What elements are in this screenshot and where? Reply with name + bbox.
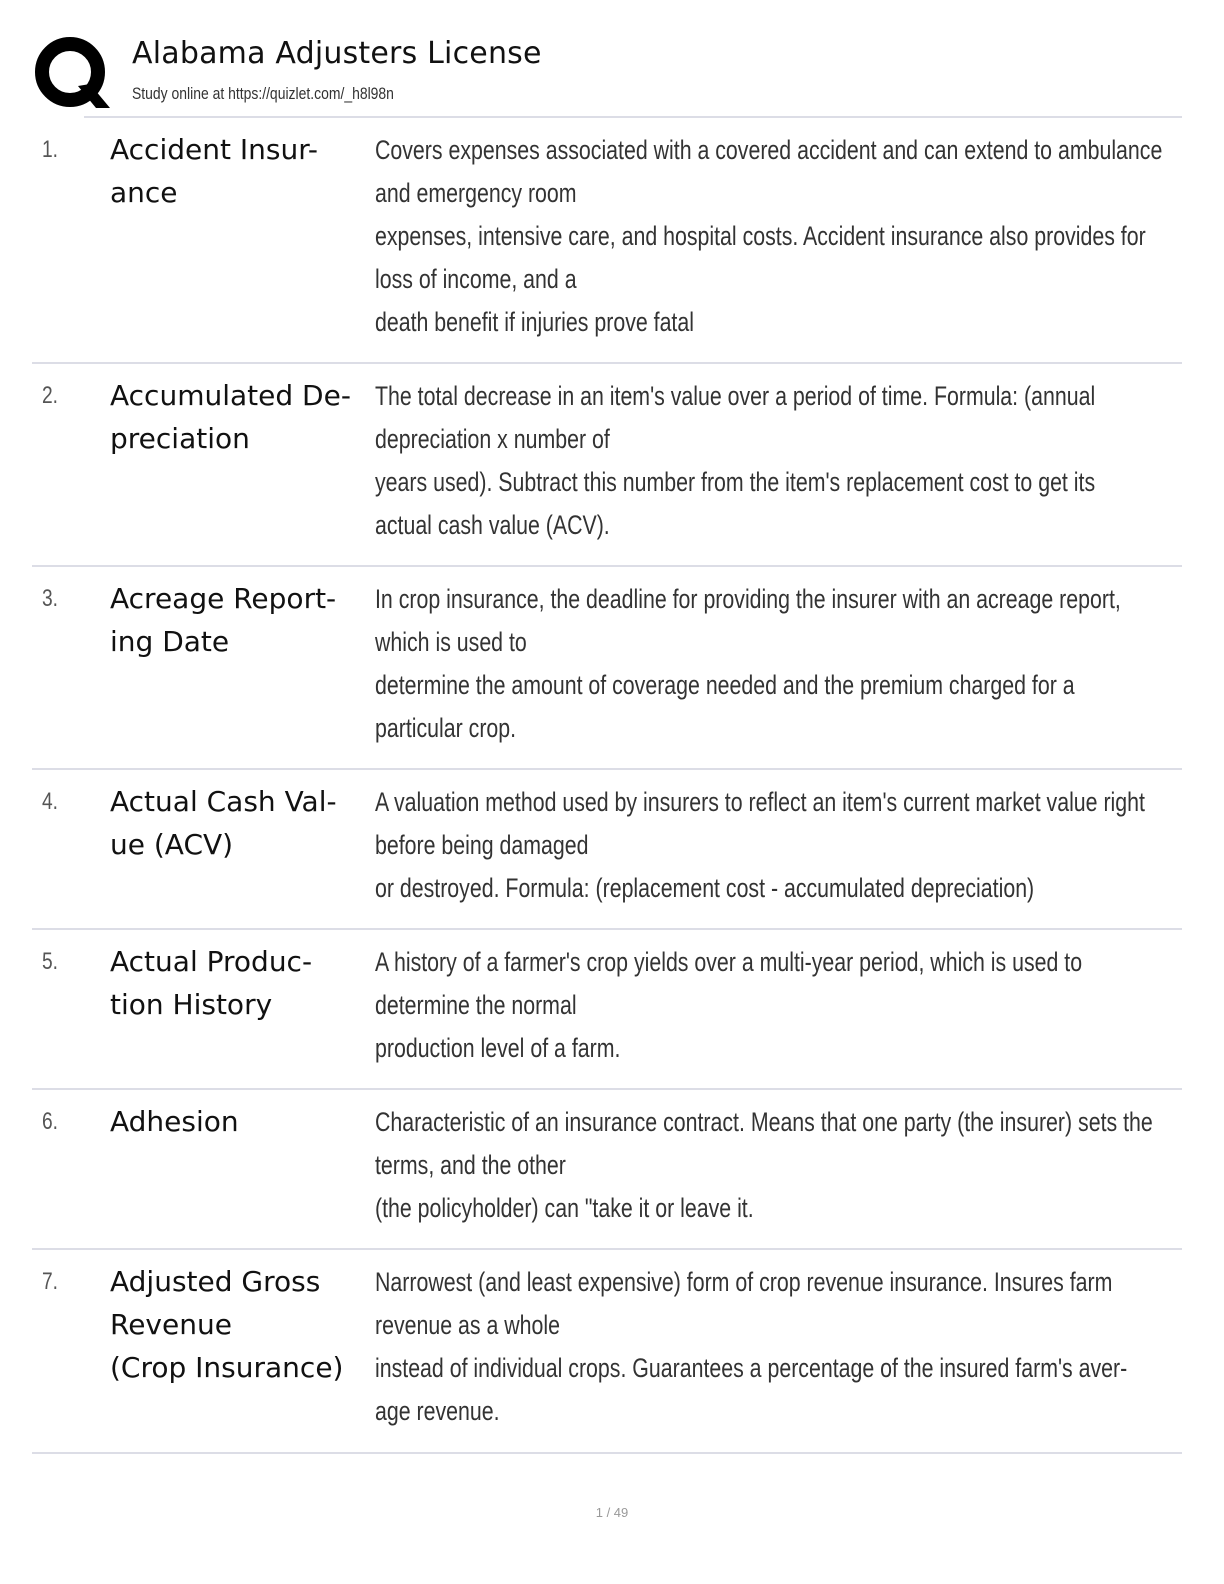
quizlet-logo-icon	[34, 36, 110, 112]
term-title: Actual Produc- tion History	[110, 945, 313, 1021]
term-row	[32, 770, 1182, 930]
page-indicator: 1 / 49	[595, 1505, 629, 1520]
term-number: 1.	[42, 136, 59, 163]
term-definition: A valuation method used by insurers to reflect an item's current market value right before being damaged or destroyed. Formula: (replacement cost - accumulated depreciation)	[375, 787, 1145, 903]
flashcard-term-list	[32, 118, 1182, 1454]
term-definition: The total decrease in an item's value over a period of time. Formula: (annual depreciation x number of years used). Subtract this number from the item's replacement cost to get its actual cash value (ACV).	[375, 381, 1096, 540]
term-definition: In crop insurance, the deadline for providing the insurer with an acreage report, which is used to determine the amount of coverage needed and the premium charged for a particular crop.	[375, 584, 1121, 743]
document-header	[32, 30, 1182, 116]
term-definition: A history of a farmer's crop yields over a multi-year period, which is used to determine the normal production level of a farm.	[375, 947, 1083, 1063]
term-definition: Narrowest (and least expensive) form of crop revenue insurance. Insures farm revenue as a whole instead of individual crops. Guarantees a percentage of the insured farm's aver- age revenue.	[375, 1267, 1128, 1426]
term-title: Acreage Report- ing Date	[110, 582, 337, 658]
term-number: 6.	[42, 1108, 59, 1135]
term-title: Actual Cash Val- ue (ACV)	[110, 785, 337, 861]
term-title: Accident Insur- ance	[110, 133, 319, 209]
document-title: Alabama Adjusters License	[132, 36, 542, 71]
term-number: 4.	[42, 788, 59, 815]
term-definition: Covers expenses associated with a covered accident and can extend to ambulance and emergency room expenses, intensive care, and hospital costs. Accident insurance also provides for loss of income, and a death benefit if injuries prove fatal	[375, 135, 1163, 337]
term-title: Adhesion	[110, 1105, 239, 1138]
term-definition: Characteristic of an insurance contract. Means that one party (the insurer) sets the terms, and the other (the policyholder) can "take it or leave it.	[375, 1107, 1153, 1223]
term-number: 7.	[42, 1268, 59, 1295]
term-row	[32, 364, 1182, 567]
study-online-link[interactable]: Study online at https://quizlet.com/_h8l98n	[132, 84, 394, 103]
term-row	[32, 930, 1182, 1090]
term-number: 5.	[42, 948, 59, 975]
term-number: 3.	[42, 585, 59, 612]
term-row	[32, 1090, 1182, 1250]
term-row	[32, 1250, 1182, 1454]
term-title: Accumulated De- preciation	[110, 379, 351, 455]
term-row	[32, 567, 1182, 770]
term-number: 2.	[42, 382, 59, 409]
term-title: Adjusted Gross Revenue (Crop Insurance)	[110, 1265, 344, 1384]
term-row	[32, 118, 1182, 364]
